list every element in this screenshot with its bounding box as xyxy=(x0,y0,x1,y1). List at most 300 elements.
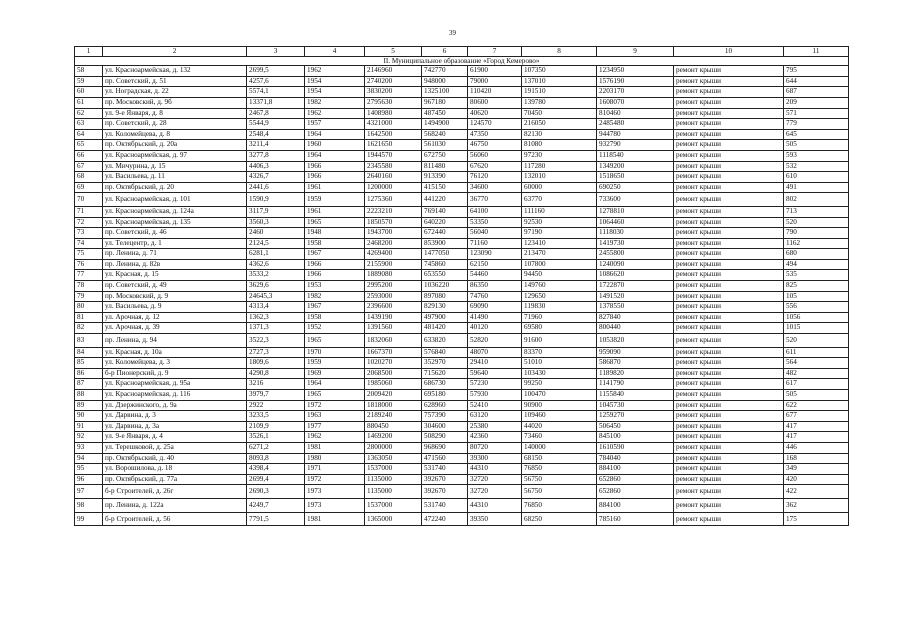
total-cost-cell: 1943700 xyxy=(365,228,422,239)
row-number-cell: 66 xyxy=(75,150,103,161)
cost-d-cell: 652860 xyxy=(597,485,674,499)
row-number-cell: 67 xyxy=(75,161,103,172)
cost-b-cell: 62150 xyxy=(468,259,522,270)
area-cell: 8093,8 xyxy=(247,453,305,464)
cost-b-cell: 46750 xyxy=(468,140,522,151)
cost-d-cell: 1118030 xyxy=(597,228,674,239)
area-cell: 6281,1 xyxy=(247,249,305,260)
cost-d-cell: 1240090 xyxy=(597,259,674,270)
cost-c-cell: 71960 xyxy=(522,312,597,323)
year-built-cell: 1970 xyxy=(305,347,365,358)
cost-c-cell: 99250 xyxy=(522,379,597,390)
address-cell: ул. Терешковой, д. 25а xyxy=(103,442,247,453)
cost-a-cell: 829130 xyxy=(422,302,468,313)
address-cell: ул. Красноармейская, д. 124а xyxy=(103,206,247,217)
area-cell: 3526,1 xyxy=(247,432,305,443)
total-cost-cell: 2009420 xyxy=(365,390,422,401)
address-cell: пр. Советский, д. 49 xyxy=(103,281,247,292)
unit-cost-cell: 362 xyxy=(784,498,849,512)
year-built-cell: 1981 xyxy=(305,512,365,526)
work-type-cell: ремонт крыши xyxy=(674,87,784,98)
table-row xyxy=(75,421,849,432)
row-number-cell: 82 xyxy=(75,323,103,334)
cost-a-cell: 672440 xyxy=(422,228,468,239)
year-built-cell: 1959 xyxy=(305,358,365,369)
cost-d-cell: 1189820 xyxy=(597,368,674,379)
cost-c-cell: 91600 xyxy=(522,334,597,348)
cost-a-cell: 913390 xyxy=(422,172,468,183)
unit-cost-cell: 420 xyxy=(784,474,849,485)
area-cell: 3216 xyxy=(247,379,305,390)
cost-b-cell: 63120 xyxy=(468,411,522,422)
cost-c-cell: 103430 xyxy=(522,368,597,379)
work-type-cell: ремонт крыши xyxy=(674,108,784,119)
area-cell: 13371,8 xyxy=(247,97,305,108)
register-table xyxy=(74,46,849,526)
cost-a-cell: 968690 xyxy=(422,442,468,453)
cost-c-cell: 51010 xyxy=(522,358,597,369)
year-built-cell: 1962 xyxy=(305,108,365,119)
table-row xyxy=(75,347,849,358)
cost-a-cell: 715620 xyxy=(422,368,468,379)
cost-a-cell: 304600 xyxy=(422,421,468,432)
year-built-cell: 1960 xyxy=(305,140,365,151)
cost-a-cell: 745860 xyxy=(422,259,468,270)
year-built-cell: 1967 xyxy=(305,249,365,260)
address-cell: ул. 9-е Января, д. 8 xyxy=(103,108,247,119)
cost-a-cell: 568240 xyxy=(422,129,468,140)
work-type-cell: ремонт крыши xyxy=(674,334,784,348)
cost-c-cell: 92530 xyxy=(522,217,597,228)
unit-cost-cell: 611 xyxy=(784,347,849,358)
table-row xyxy=(75,238,849,249)
cost-d-cell: 1576190 xyxy=(597,76,674,87)
cost-b-cell: 40620 xyxy=(468,108,522,119)
table-row xyxy=(75,485,849,499)
year-built-cell: 1973 xyxy=(305,498,365,512)
address-cell: пр. Московский, д. 9б xyxy=(103,97,247,108)
cost-d-cell: 733600 xyxy=(597,193,674,207)
cost-b-cell: 52410 xyxy=(468,400,522,411)
total-cost-cell: 2640160 xyxy=(365,172,422,183)
cost-a-cell: 633820 xyxy=(422,334,468,348)
year-built-cell: 1981 xyxy=(305,442,365,453)
table-row xyxy=(75,400,849,411)
table-row xyxy=(75,108,849,119)
table-row xyxy=(75,259,849,270)
cost-a-cell: 653550 xyxy=(422,270,468,281)
section-title: II. Муниципальное образование «Город Кемерово» xyxy=(75,56,849,66)
cost-d-cell: 800440 xyxy=(597,323,674,334)
work-type-cell: ремонт крыши xyxy=(674,347,784,358)
unit-cost-cell: 802 xyxy=(784,193,849,207)
address-cell: ул. Телецентр, д. 1 xyxy=(103,238,247,249)
area-cell: 2699,4 xyxy=(247,474,305,485)
table-row xyxy=(75,129,849,140)
area-cell: 2690,3 xyxy=(247,485,305,499)
cost-d-cell: 1086620 xyxy=(597,270,674,281)
row-number-cell: 69 xyxy=(75,182,103,193)
cost-c-cell: 119830 xyxy=(522,302,597,313)
cost-c-cell: 109460 xyxy=(522,411,597,422)
cost-a-cell: 672750 xyxy=(422,150,468,161)
unit-cost-cell: 825 xyxy=(784,281,849,292)
table-row xyxy=(75,368,849,379)
row-number-cell: 63 xyxy=(75,119,103,130)
cost-a-cell: 769140 xyxy=(422,206,468,217)
total-cost-cell: 1850570 xyxy=(365,217,422,228)
cost-d-cell: 810460 xyxy=(597,108,674,119)
cost-b-cell: 36770 xyxy=(468,193,522,207)
row-number-cell: 84 xyxy=(75,347,103,358)
cost-a-cell: 742770 xyxy=(422,66,468,77)
cost-d-cell: 1722870 xyxy=(597,281,674,292)
year-built-cell: 1972 xyxy=(305,400,365,411)
row-number-cell: 88 xyxy=(75,390,103,401)
unit-cost-cell: 168 xyxy=(784,453,849,464)
cost-c-cell: 73460 xyxy=(522,432,597,443)
cost-b-cell: 48070 xyxy=(468,347,522,358)
table-row xyxy=(75,411,849,422)
unit-cost-cell: 446 xyxy=(784,442,849,453)
row-number-cell: 62 xyxy=(75,108,103,119)
cost-c-cell: 117280 xyxy=(522,161,597,172)
unit-cost-cell: 593 xyxy=(784,150,849,161)
column-header: 7 xyxy=(468,47,522,57)
total-cost-cell: 2396600 xyxy=(365,302,422,313)
year-built-cell: 1969 xyxy=(305,368,365,379)
cost-d-cell: 845100 xyxy=(597,432,674,443)
total-cost-cell: 2468200 xyxy=(365,238,422,249)
cost-a-cell: 481420 xyxy=(422,323,468,334)
total-cost-cell: 1408980 xyxy=(365,108,422,119)
cost-a-cell: 686730 xyxy=(422,379,468,390)
column-header: 10 xyxy=(674,47,784,57)
row-number-cell: 61 xyxy=(75,97,103,108)
cost-d-cell: 1141790 xyxy=(597,379,674,390)
row-number-cell: 81 xyxy=(75,312,103,323)
column-header: 6 xyxy=(422,47,468,57)
cost-a-cell: 853900 xyxy=(422,238,468,249)
cost-b-cell: 79000 xyxy=(468,76,522,87)
year-built-cell: 1961 xyxy=(305,182,365,193)
cost-d-cell: 1610590 xyxy=(597,442,674,453)
table-row xyxy=(75,182,849,193)
total-cost-cell: 2800000 xyxy=(365,442,422,453)
area-cell: 1590,9 xyxy=(247,193,305,207)
cost-b-cell: 123090 xyxy=(468,249,522,260)
unit-cost-cell: 564 xyxy=(784,358,849,369)
address-cell: ул. Красноармейская, д. 97 xyxy=(103,150,247,161)
cost-c-cell: 76850 xyxy=(522,498,597,512)
cost-b-cell: 56060 xyxy=(468,150,522,161)
address-cell: ул. Мичурина, д. 15 xyxy=(103,161,247,172)
unit-cost-cell: 482 xyxy=(784,368,849,379)
table-row xyxy=(75,217,849,228)
table-row xyxy=(75,358,849,369)
total-cost-cell: 2593000 xyxy=(365,291,422,302)
area-cell: 1362,3 xyxy=(247,312,305,323)
cost-a-cell: 352970 xyxy=(422,358,468,369)
area-cell: 4398,4 xyxy=(247,464,305,475)
work-type-cell: ремонт крыши xyxy=(674,66,784,77)
total-cost-cell: 2146960 xyxy=(365,66,422,77)
cost-c-cell: 56750 xyxy=(522,474,597,485)
cost-b-cell: 32720 xyxy=(468,474,522,485)
area-cell: 3233,5 xyxy=(247,411,305,422)
cost-d-cell: 884100 xyxy=(597,464,674,475)
row-number-cell: 60 xyxy=(75,87,103,98)
total-cost-cell: 2995200 xyxy=(365,281,422,292)
cost-d-cell: 1259270 xyxy=(597,411,674,422)
address-cell: ул. Арочная, д. 39 xyxy=(103,323,247,334)
work-type-cell: ремонт крыши xyxy=(674,464,784,475)
total-cost-cell: 1667370 xyxy=(365,347,422,358)
cost-d-cell: 690250 xyxy=(597,182,674,193)
cost-b-cell: 42360 xyxy=(468,432,522,443)
cost-b-cell: 71160 xyxy=(468,238,522,249)
row-number-cell: 93 xyxy=(75,442,103,453)
address-cell: пр. Советский, д. 51 xyxy=(103,76,247,87)
table-row xyxy=(75,323,849,334)
unit-cost-cell: 1162 xyxy=(784,238,849,249)
cost-a-cell: 948000 xyxy=(422,76,468,87)
column-header: 11 xyxy=(784,47,849,57)
row-number-cell: 75 xyxy=(75,249,103,260)
cost-a-cell: 441220 xyxy=(422,193,468,207)
cost-c-cell: 140000 xyxy=(522,442,597,453)
cost-b-cell: 110420 xyxy=(468,87,522,98)
work-type-cell: ремонт крыши xyxy=(674,193,784,207)
total-cost-cell: 2345580 xyxy=(365,161,422,172)
cost-d-cell: 1378550 xyxy=(597,302,674,313)
unit-cost-cell: 505 xyxy=(784,390,849,401)
address-cell: ул. Васильева, д. 11 xyxy=(103,172,247,183)
cost-b-cell: 44310 xyxy=(468,464,522,475)
unit-cost-cell: 617 xyxy=(784,379,849,390)
cost-d-cell: 1491520 xyxy=(597,291,674,302)
area-cell: 24645,3 xyxy=(247,291,305,302)
cost-a-cell: 531740 xyxy=(422,498,468,512)
area-cell: 5574,1 xyxy=(247,87,305,98)
total-cost-cell: 4269400 xyxy=(365,249,422,260)
cost-d-cell: 1053820 xyxy=(597,334,674,348)
cost-b-cell: 41490 xyxy=(468,312,522,323)
address-cell: ул. Красноармейская, д. 101 xyxy=(103,193,247,207)
address-cell: б-р Строителей, д. 56 xyxy=(103,512,247,526)
address-cell: пр. Ленина, д. 71 xyxy=(103,249,247,260)
row-number-cell: 64 xyxy=(75,129,103,140)
unit-cost-cell: 505 xyxy=(784,140,849,151)
total-cost-cell: 1985060 xyxy=(365,379,422,390)
year-built-cell: 1957 xyxy=(305,119,365,130)
cost-c-cell: 56750 xyxy=(522,485,597,499)
cost-c-cell: 76850 xyxy=(522,464,597,475)
cost-c-cell: 97230 xyxy=(522,150,597,161)
cost-b-cell: 64100 xyxy=(468,206,522,217)
unit-cost-cell: 622 xyxy=(784,400,849,411)
cost-a-cell: 640220 xyxy=(422,217,468,228)
row-number-cell: 85 xyxy=(75,358,103,369)
total-cost-cell: 2795630 xyxy=(365,97,422,108)
cost-a-cell: 1477050 xyxy=(422,249,468,260)
year-built-cell: 1958 xyxy=(305,238,365,249)
cost-d-cell: 2485480 xyxy=(597,119,674,130)
cost-a-cell: 497900 xyxy=(422,312,468,323)
table-row xyxy=(75,249,849,260)
year-built-cell: 1954 xyxy=(305,76,365,87)
total-cost-cell: 2155900 xyxy=(365,259,422,270)
cost-a-cell: 561030 xyxy=(422,140,468,151)
unit-cost-cell: 556 xyxy=(784,302,849,313)
table-row xyxy=(75,464,849,475)
row-number-cell: 96 xyxy=(75,474,103,485)
address-cell: ул. Коломейцева, д. 3 xyxy=(103,358,247,369)
work-type-cell: ремонт крыши xyxy=(674,358,784,369)
table-row xyxy=(75,150,849,161)
cost-a-cell: 531740 xyxy=(422,464,468,475)
cost-b-cell: 52820 xyxy=(468,334,522,348)
cost-d-cell: 1419730 xyxy=(597,238,674,249)
area-cell: 3211,4 xyxy=(247,140,305,151)
row-number-cell: 59 xyxy=(75,76,103,87)
column-header: 9 xyxy=(597,47,674,57)
area-cell: 3117,9 xyxy=(247,206,305,217)
cost-c-cell: 132010 xyxy=(522,172,597,183)
table-row xyxy=(75,172,849,183)
table-row xyxy=(75,442,849,453)
year-built-cell: 1982 xyxy=(305,291,365,302)
address-cell: ул. Красноармейская, д. 95а xyxy=(103,379,247,390)
cost-c-cell: 100470 xyxy=(522,390,597,401)
cost-a-cell: 811480 xyxy=(422,161,468,172)
work-type-cell: ремонт крыши xyxy=(674,172,784,183)
cost-b-cell: 53350 xyxy=(468,217,522,228)
cost-a-cell: 392670 xyxy=(422,474,468,485)
total-cost-cell: 2223210 xyxy=(365,206,422,217)
work-type-cell: ремонт крыши xyxy=(674,323,784,334)
year-built-cell: 1958 xyxy=(305,312,365,323)
work-type-cell: ремонт крыши xyxy=(674,238,784,249)
area-cell: 3277,8 xyxy=(247,150,305,161)
area-cell: 2922 xyxy=(247,400,305,411)
cost-b-cell: 32720 xyxy=(468,485,522,499)
cost-c-cell: 149760 xyxy=(522,281,597,292)
row-number-cell: 72 xyxy=(75,217,103,228)
address-cell: пр. Ленина, д. 94 xyxy=(103,334,247,348)
address-cell: ул. Васильева, д. 9 xyxy=(103,302,247,313)
total-cost-cell: 4321000 xyxy=(365,119,422,130)
year-built-cell: 1973 xyxy=(305,485,365,499)
table-body xyxy=(75,47,849,526)
work-type-cell: ремонт крыши xyxy=(674,281,784,292)
area-cell: 3522,3 xyxy=(247,334,305,348)
unit-cost-cell: 779 xyxy=(784,119,849,130)
unit-cost-cell: 687 xyxy=(784,87,849,98)
year-built-cell: 1965 xyxy=(305,390,365,401)
cost-a-cell: 967180 xyxy=(422,97,468,108)
cost-b-cell: 39300 xyxy=(468,453,522,464)
work-type-cell: ремонт крыши xyxy=(674,161,784,172)
cost-a-cell: 472240 xyxy=(422,512,468,526)
cost-b-cell: 54460 xyxy=(468,270,522,281)
total-cost-cell: 1832060 xyxy=(365,334,422,348)
cost-c-cell: 44020 xyxy=(522,421,597,432)
address-cell: пр. Октябрьский, д. 20а xyxy=(103,140,247,151)
cost-d-cell: 932790 xyxy=(597,140,674,151)
year-built-cell: 1964 xyxy=(305,129,365,140)
cost-b-cell: 80720 xyxy=(468,442,522,453)
cost-b-cell: 34600 xyxy=(468,182,522,193)
area-cell: 2699,5 xyxy=(247,66,305,77)
cost-c-cell: 82130 xyxy=(522,129,597,140)
table-row xyxy=(75,453,849,464)
year-built-cell: 1948 xyxy=(305,228,365,239)
total-cost-cell: 1135000 xyxy=(365,474,422,485)
table-row xyxy=(75,76,849,87)
year-built-cell: 1962 xyxy=(305,432,365,443)
cost-b-cell: 124570 xyxy=(468,119,522,130)
table-row xyxy=(75,193,849,207)
column-header: 1 xyxy=(75,47,103,57)
cost-d-cell: 2455800 xyxy=(597,249,674,260)
row-number-cell: 90 xyxy=(75,411,103,422)
cost-b-cell: 56040 xyxy=(468,228,522,239)
row-number-cell: 79 xyxy=(75,291,103,302)
table-row xyxy=(75,512,849,526)
cost-d-cell: 652860 xyxy=(597,474,674,485)
area-cell: 4326,7 xyxy=(247,172,305,183)
area-cell: 4290,8 xyxy=(247,368,305,379)
year-built-cell: 1977 xyxy=(305,421,365,432)
area-cell: 4249,7 xyxy=(247,498,305,512)
cost-a-cell: 508290 xyxy=(422,432,468,443)
work-type-cell: ремонт крыши xyxy=(674,140,784,151)
cost-b-cell: 74760 xyxy=(468,291,522,302)
year-built-cell: 1972 xyxy=(305,474,365,485)
cost-c-cell: 94450 xyxy=(522,270,597,281)
work-type-cell: ремонт крыши xyxy=(674,485,784,499)
unit-cost-cell: 645 xyxy=(784,129,849,140)
cost-a-cell: 1325100 xyxy=(422,87,468,98)
work-type-cell: ремонт крыши xyxy=(674,421,784,432)
year-built-cell: 1980 xyxy=(305,453,365,464)
unit-cost-cell: 610 xyxy=(784,172,849,183)
work-type-cell: ремонт крыши xyxy=(674,379,784,390)
work-type-cell: ремонт крыши xyxy=(674,498,784,512)
table-row xyxy=(75,498,849,512)
row-number-cell: 89 xyxy=(75,400,103,411)
area-cell: 2124,5 xyxy=(247,238,305,249)
cost-d-cell: 1349200 xyxy=(597,161,674,172)
cost-d-cell: 1155840 xyxy=(597,390,674,401)
work-type-cell: ремонт крыши xyxy=(674,206,784,217)
address-cell: пр. Октябрьский, д. 40 xyxy=(103,453,247,464)
total-cost-cell: 1439190 xyxy=(365,312,422,323)
total-cost-cell: 1537000 xyxy=(365,464,422,475)
total-cost-cell: 1469200 xyxy=(365,432,422,443)
unit-cost-cell: 790 xyxy=(784,228,849,239)
total-cost-cell: 1889080 xyxy=(365,270,422,281)
total-cost-cell: 1391560 xyxy=(365,323,422,334)
cost-c-cell: 69580 xyxy=(522,323,597,334)
work-type-cell: ремонт крыши xyxy=(674,312,784,323)
table-row xyxy=(75,390,849,401)
table-row xyxy=(75,270,849,281)
cost-b-cell: 25380 xyxy=(468,421,522,432)
work-type-cell: ремонт крыши xyxy=(674,129,784,140)
cost-d-cell: 785160 xyxy=(597,512,674,526)
